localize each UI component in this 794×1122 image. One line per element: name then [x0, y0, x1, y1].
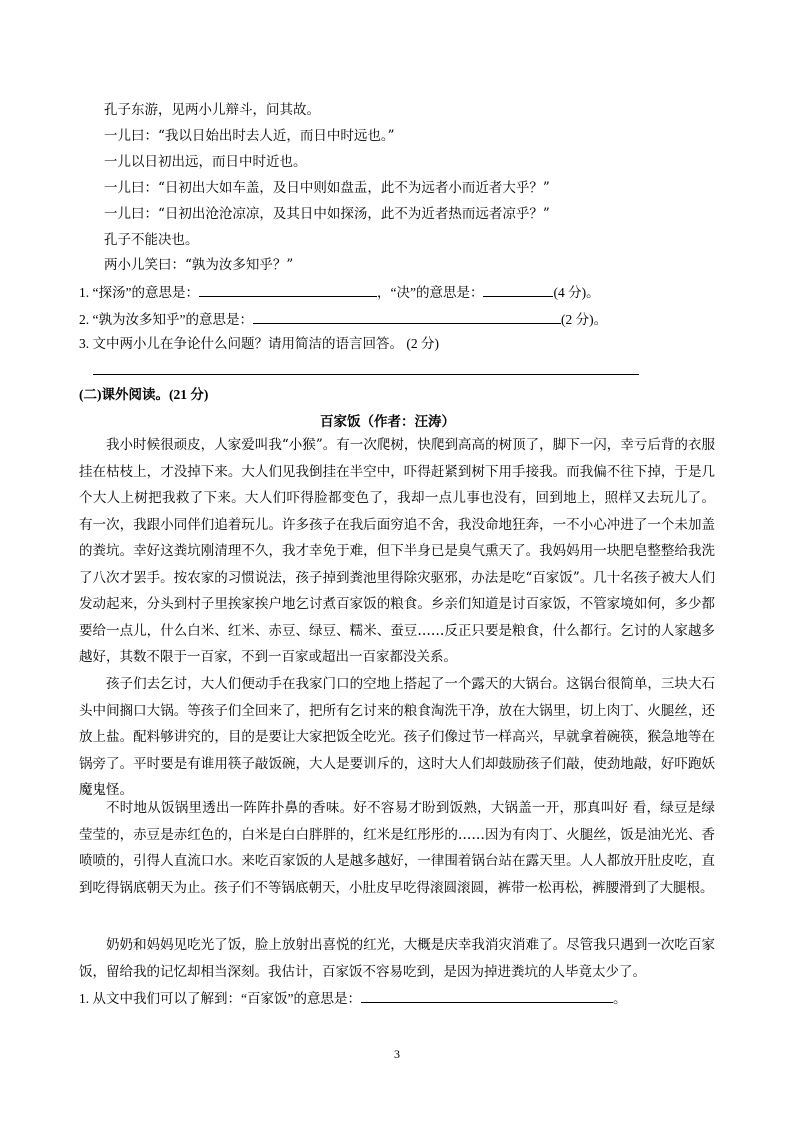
page-number: 3: [394, 1047, 400, 1061]
article-question-1-text: 1. 从文中我们可以了解到：“百家饭”的意思是：: [79, 991, 361, 1006]
question-1-score: (4 分)。: [553, 285, 600, 300]
question-1-part2: ，“决”的意思是：: [376, 285, 484, 300]
article-paragraph-3: 不时地从饭锅里透出一阵阵扑鼻的香味。好不容易才盼到饭熟，大锅盖一开，那真叫好 看，绿豆是绿莹莹的，赤豆是赤红色的，白米是白白胖胖的，红米是红彤彤的……因为有肉丁、火腿丝，饭是油光光、香喷喷的，引得人直流口水。来吃百家饭的人是越多越好，一律围着锅台站在露天里。人人都放开肚皮吃，直到吃得锅底朝天为止。孩子们不等锅底朝天，小肚皮早吃得滚圆滚圆，裤带一松再松，裤腰滑到了大腿根。: [79, 800, 715, 896]
article-question-1: [79, 988, 626, 1008]
article-question-1-end: 。: [612, 991, 627, 1006]
classical-line-4: 一儿曰：“日初出大如车盖，及日中则如盘盂，此不为远者小而近者大乎？”: [104, 180, 550, 196]
classical-question-1: [79, 282, 600, 302]
article-answer-blank-1[interactable]: [361, 988, 613, 1003]
article-paragraph-1: 我小时候很顽皮，人家爱叫我“小猴”。有一次爬树，快爬到高高的树顶了，脚下一闪，幸亏后背的衣服挂在枯枝上，才没掉下来。大人们见我倒挂在半空中，吓得赶紧到树下用手接我。而我偏不往下掉，于是几个大人上树把我救了下来。大人们吓得脸都变色了，我却一点儿事也没有，回到地上，照样又去玩儿了。 有一次，我跟小同伴们追着玩儿。许多孩子在我后面穷追不舍，我没命地狂奔，一不小心冲进了一个未加盖的粪坑。幸好这粪坑刚清理不久，我才幸免于难，但下半身已是臭气熏天了。我妈妈用一块肥皂整整给我洗了八次才罢手。按农家的习惯说法，孩子掉到粪池里得除灾驱邪，办法是吃“百家饭”。几十名孩子被大人们发动起来，分头到村子里挨家挨户地乞讨煮百家饭的粮食。乡亲们知道是讨百家饭，不管家境如何，多少都要给一点儿，什么白米、红米、赤豆、绿豆、糯米、蚕豆……反正只要是粮食，什么都行。乞讨的人家越多越好，其数不限于一百家，不到一百家或超出一百家都没关系。: [79, 437, 715, 665]
classical-line-6: 孔子不能决也。: [104, 232, 199, 248]
answer-blank-1a[interactable]: [199, 282, 377, 297]
question-2-score: (2 分)。: [560, 312, 608, 327]
article-title: 百家饭（作者：汪涛）: [320, 414, 455, 430]
classical-line-1: 孔子东游，见两小儿辩斗，问其故。: [104, 102, 320, 118]
answer-blank-2[interactable]: [253, 309, 561, 324]
question-2-part1: 2. “孰为汝多知乎”的意思是：: [79, 312, 253, 327]
answer-line-3[interactable]: [93, 374, 639, 375]
classical-line-5: 一儿曰：“日初出沧沧凉凉，及其日中如探汤，此不为近者热而远者凉乎？”: [104, 206, 550, 222]
article-paragraph-4: 奶奶和妈妈见吃光了饭，脸上放射出喜悦的红光，大概是庆幸我消灾消难了。尽管我只遇到一次吃百家饭，留给我的记忆却相当深刻。我估计，百家饭不容易吃到，是因为掉进粪坑的人毕竟太少了。: [79, 937, 715, 980]
classical-question-2: [79, 309, 607, 329]
classical-question-3: 3. 文中两小儿在争论什么问题？请用简洁的语言回答。 (2 分): [79, 336, 439, 351]
answer-blank-1b[interactable]: [483, 282, 553, 297]
classical-line-3: 一儿以日初出远，而日中时近也。: [104, 154, 307, 170]
section-heading: (二)课外阅读。(21 分): [79, 387, 209, 402]
article-paragraph-2: 孩子们去乞讨，大人们便动手在我家门口的空地上搭起了一个露天的大锅台。这锅台很简单，三块大石头中间搁口大锅。等孩子们全回来了，把所有乞讨来的粮食淘洗干净，放在大锅里，切上肉丁、火腿丝，还放上盐。配料够讲究的，目的是要让大家把饭全吃光。孩子们像过节一样高兴，早就拿着碗筷，猴急地等在锅旁了。平时要是有谁用筷子敲饭碗，大人是要训斥的，这时大人们却鼓励孩子们敲，使劲地敲，好吓跑妖魔鬼怪。: [79, 676, 715, 798]
classical-line-7: 两小儿笑曰：“孰为汝多知乎？”: [104, 257, 294, 273]
question-1-part1: 1. “探汤”的意思是：: [79, 285, 199, 300]
classical-line-2: 一儿曰：“我以日始出时去人近，而日中时远也。”: [104, 128, 395, 144]
